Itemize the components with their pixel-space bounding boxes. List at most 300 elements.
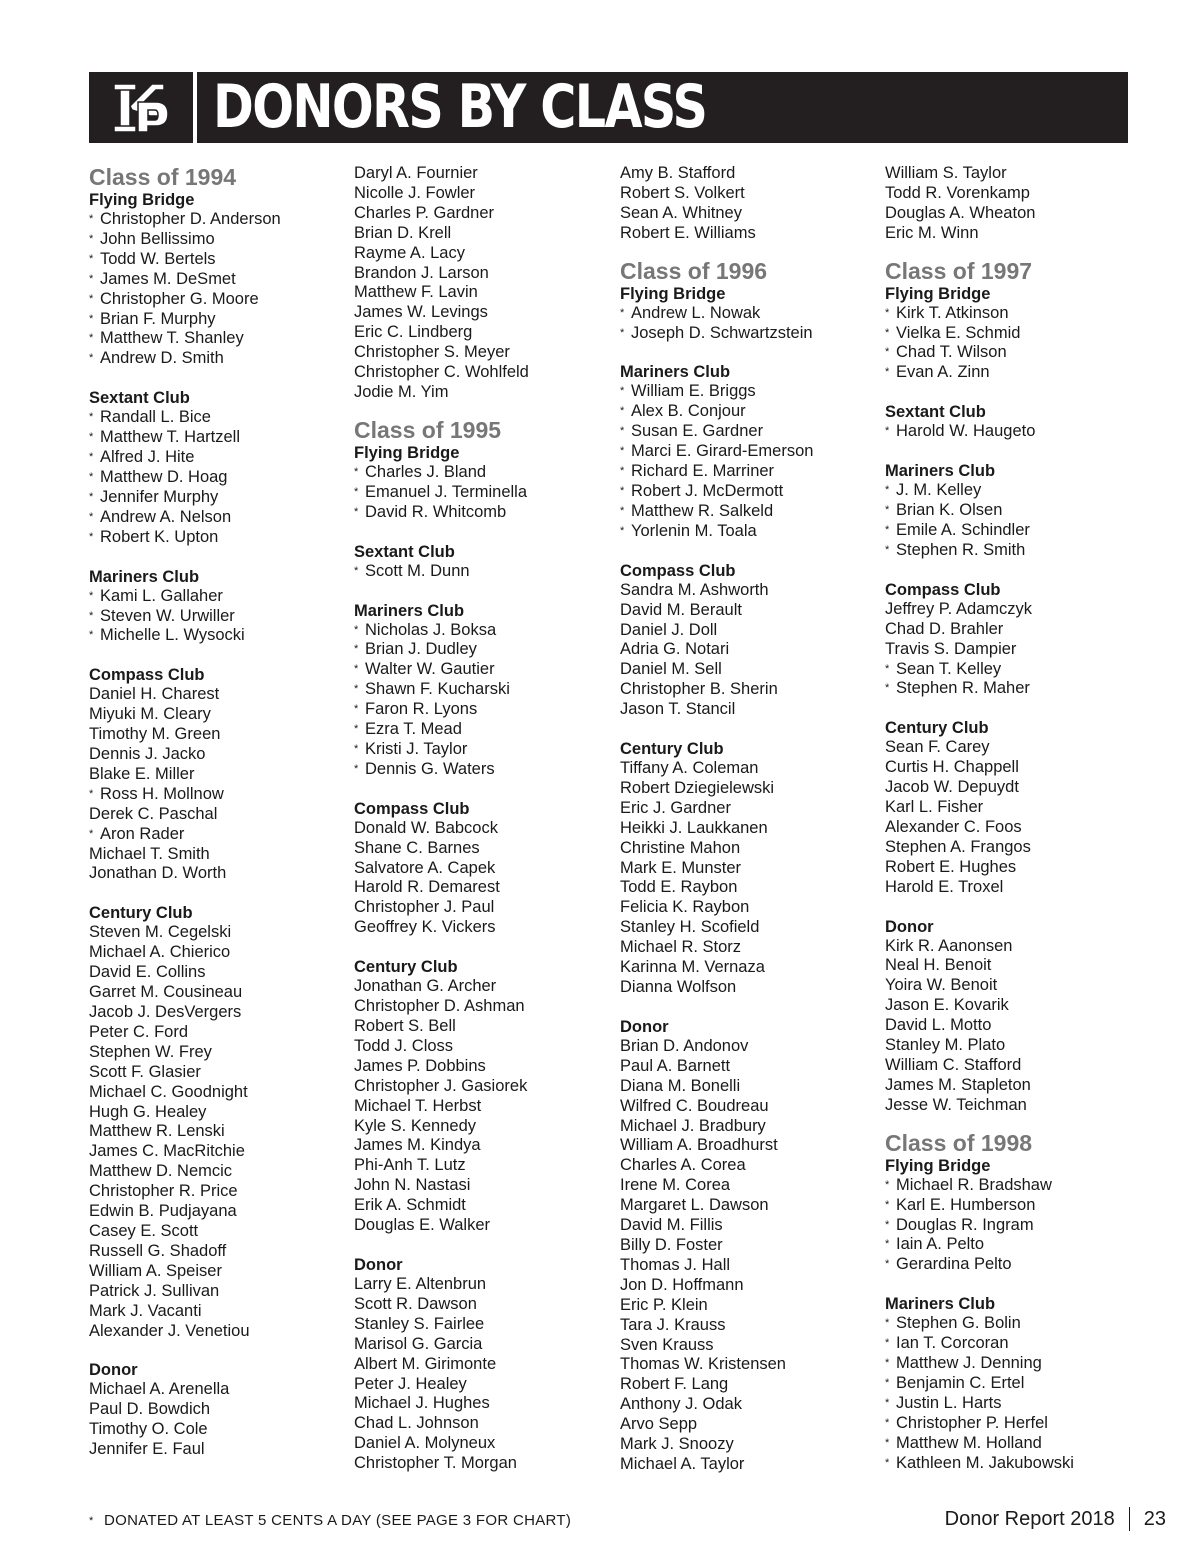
donor-name <box>89 1400 349 1420</box>
donor-name <box>354 343 614 363</box>
donor-name <box>885 778 1145 798</box>
giving-club-heading: Mariners Club <box>885 462 996 481</box>
donor-name <box>354 859 614 879</box>
donor-name-text: Stanley S. Fairlee <box>354 1314 485 1333</box>
donor-name <box>89 745 349 765</box>
donor-name <box>885 818 1145 838</box>
giving-club-heading: Century Club <box>620 740 724 759</box>
donor-name <box>89 1083 349 1103</box>
donor-name <box>620 422 880 442</box>
donor-name-text: Christopher S. Meyer <box>354 343 510 362</box>
donor-name-text: Michelle L. Wysocki <box>100 626 245 645</box>
donor-name <box>89 1440 349 1460</box>
donor-name-text: Garret M. Cousineau <box>89 983 243 1002</box>
star-icon: * <box>89 470 94 483</box>
star-icon: * <box>885 366 890 379</box>
donor-name-text: William A. Broadhurst <box>620 1136 778 1155</box>
donor-name-text: Dennis G. Waters <box>365 759 495 778</box>
giving-club-heading: Donor <box>885 917 934 936</box>
donor-name <box>354 898 614 918</box>
donor-name-text: Miyuki M. Cleary <box>89 705 211 724</box>
donor-name <box>885 1036 1145 1056</box>
donor-name <box>885 541 1145 561</box>
donor-name <box>620 1156 880 1176</box>
donor-name-text: Eric J. Gardner <box>620 798 731 817</box>
star-icon: * <box>620 445 625 458</box>
donor-name-text: Charles J. Bland <box>365 462 487 481</box>
donor-name-text: Michael T. Smith <box>89 844 210 863</box>
donor-name-text: Christopher D. Anderson <box>100 210 281 228</box>
donor-name <box>885 1334 1145 1354</box>
donor-name <box>354 283 614 303</box>
star-icon: * <box>620 326 625 339</box>
donor-name-text: Christine Mahon <box>620 838 741 857</box>
donor-name <box>620 958 880 978</box>
donor-name <box>89 1003 349 1023</box>
donor-name-text: Steven W. Urwiller <box>100 606 235 625</box>
donor-name-text: Michael C. Goodnight <box>89 1082 248 1101</box>
donor-name-text: Todd E. Raybon <box>620 878 738 897</box>
donor-name-text: Scott F. Glasier <box>89 1062 201 1081</box>
star-icon: * <box>354 742 359 755</box>
donor-name <box>89 983 349 1003</box>
donor-name-text: Stephen G. Bolin <box>896 1314 1021 1333</box>
donor-name <box>620 898 880 918</box>
donor-name <box>620 1037 880 1057</box>
class-year-heading: Class of 1995 <box>354 416 502 443</box>
donor-name <box>620 819 880 839</box>
donor-name <box>885 976 1145 996</box>
donor-name <box>885 224 1145 244</box>
donor-name <box>89 210 349 230</box>
giving-club-heading: Mariners Club <box>620 363 731 382</box>
donor-name <box>89 1262 349 1282</box>
star-icon: * <box>885 1416 890 1429</box>
donor-name <box>620 878 880 898</box>
donor-name-text: Phi-Anh T. Lutz <box>354 1156 466 1175</box>
donor-name-text: Robert E. Hughes <box>885 857 1017 876</box>
donor-name <box>620 1136 880 1156</box>
donor-name-text: Eric P. Klein <box>620 1295 708 1314</box>
donor-name <box>885 738 1145 758</box>
donor-name <box>354 184 614 204</box>
star-icon: * <box>354 623 359 636</box>
star-icon: * <box>885 425 890 438</box>
donor-name-text: Michael A. Taylor <box>620 1454 745 1473</box>
donor-name-text: Stephen R. Maher <box>896 679 1030 698</box>
donor-name-text: Thomas J. Hall <box>620 1255 731 1274</box>
donor-name <box>89 1162 349 1182</box>
donor-name-text: Casey E. Scott <box>89 1221 199 1240</box>
donor-name-text: Kami L. Gallaher <box>100 586 223 605</box>
donor-name-text: Dianna Wolfson <box>620 978 737 996</box>
donor-name-text: Adria G. Notari <box>620 640 730 659</box>
donor-name <box>620 680 880 700</box>
donor-name <box>620 1117 880 1137</box>
donor-name-text: Salvatore A. Capek <box>354 858 496 877</box>
star-icon: * <box>354 643 359 656</box>
donor-name-text: Douglas A. Wheaton <box>885 203 1036 222</box>
donor-name <box>620 382 880 402</box>
donor-name-text: Eric M. Winn <box>885 223 979 242</box>
donor-name <box>89 1242 349 1262</box>
donor-name-text: Iain A. Pelto <box>896 1235 985 1254</box>
donor-name <box>620 442 880 462</box>
donor-name-text: William C. Stafford <box>885 1056 1022 1074</box>
class-year-heading: Class of 1994 <box>89 164 237 190</box>
donor-name <box>89 468 349 488</box>
donor-name-text: Andrew D. Smith <box>100 349 224 368</box>
donor-name <box>354 760 614 780</box>
donor-name-text: Christopher T. Morgan <box>354 1454 517 1473</box>
donor-name-text: Patrick J. Sullivan <box>89 1281 220 1300</box>
donor-name-text: James M. DeSmet <box>100 269 236 288</box>
donor-column-1 <box>89 164 349 1460</box>
donor-name <box>89 508 349 528</box>
donor-name-text: Matthew D. Hoag <box>100 467 228 486</box>
donor-name <box>89 528 349 548</box>
donor-name <box>89 488 349 508</box>
donor-name <box>354 1017 614 1037</box>
donor-name-text: James C. MacRitchie <box>89 1142 245 1161</box>
donor-name-text: David M. Fillis <box>620 1216 723 1235</box>
donor-name-text: Matthew D. Nemcic <box>89 1162 233 1181</box>
star-icon: * <box>885 504 890 517</box>
donor-name-text: Nicholas J. Boksa <box>365 620 497 639</box>
star-icon: * <box>885 484 890 497</box>
donor-name <box>354 363 614 383</box>
donor-name <box>620 1256 880 1276</box>
donor-name <box>354 1414 614 1434</box>
donor-name <box>354 1434 614 1454</box>
donor-name-text: Eric C. Lindberg <box>354 323 473 342</box>
donor-name-text: Daniel M. Sell <box>620 660 722 679</box>
star-icon: * <box>354 663 359 676</box>
star-icon: * <box>89 629 94 642</box>
donor-name <box>354 463 614 483</box>
donor-name <box>620 918 880 938</box>
donor-name-text: Sean F. Carey <box>885 738 990 757</box>
giving-club-heading: Flying Bridge <box>885 284 991 303</box>
donor-name <box>89 329 349 349</box>
donor-name-text: Scott M. Dunn <box>365 561 470 580</box>
donor-name <box>89 230 349 250</box>
giving-club-heading: Mariners Club <box>354 601 465 620</box>
donor-name <box>89 1063 349 1083</box>
donor-name-text: Michael A. Chierico <box>89 943 231 962</box>
donor-name-text: Matthew R. Salkeld <box>631 501 774 520</box>
donor-name-text: Jason T. Stancil <box>620 700 736 719</box>
donor-name <box>620 164 880 184</box>
giving-club-heading: Century Club <box>89 904 193 923</box>
donor-name <box>89 923 349 943</box>
donor-name <box>354 700 614 720</box>
donor-name <box>354 1156 614 1176</box>
donor-name <box>620 1336 880 1356</box>
donor-name-text: Tara J. Krauss <box>620 1315 726 1334</box>
giving-club-heading: Flying Bridge <box>89 191 195 209</box>
donor-name-text: Margaret L. Dawson <box>620 1196 769 1215</box>
donor-name-text: Jon D. Hoffmann <box>620 1275 744 1294</box>
star-icon: * <box>354 485 359 498</box>
donor-name <box>885 1454 1145 1474</box>
donor-name-text: David L. Motto <box>885 1016 992 1035</box>
donor-name <box>620 700 880 720</box>
donor-name <box>354 977 614 997</box>
donor-name <box>885 858 1145 878</box>
donor-name-text: Todd W. Bertels <box>100 249 216 268</box>
star-icon: * <box>620 504 625 517</box>
star-icon: * <box>620 385 625 398</box>
donor-name-text: Michael R. Storz <box>620 938 742 957</box>
star-icon: * <box>89 827 94 840</box>
donor-name-text: Russell G. Shadoff <box>89 1241 227 1260</box>
donor-name <box>89 1122 349 1142</box>
donor-name <box>885 798 1145 818</box>
star-icon: * <box>620 306 625 319</box>
donor-name-text: Ian T. Corcoran <box>896 1334 1009 1353</box>
donor-name <box>885 422 1145 442</box>
donor-name-text: Matthew T. Hartzell <box>100 428 240 447</box>
donor-name-text: Todd J. Closs <box>354 1036 454 1055</box>
donor-column-2 <box>354 164 614 1474</box>
donor-name <box>885 1314 1145 1334</box>
donor-name-text: Michael J. Hughes <box>354 1394 490 1413</box>
donor-name <box>885 956 1145 976</box>
donor-name-text: Jeffrey P. Adamczyk <box>885 599 1033 618</box>
donor-name-text: David M. Berault <box>620 600 742 619</box>
donor-name-text: John Bellissimo <box>100 229 215 248</box>
star-icon: * <box>89 312 94 325</box>
class-year-heading: Class of 1997 <box>885 257 1033 284</box>
donor-name <box>885 838 1145 858</box>
donor-name <box>620 601 880 621</box>
donor-name-text: Walter W. Gautier <box>365 660 495 679</box>
donor-name <box>89 1202 349 1222</box>
donor-name <box>89 587 349 607</box>
giving-club-heading: Mariners Club <box>885 1295 996 1314</box>
star-icon: * <box>354 564 359 577</box>
donor-name-text: Stephen W. Frey <box>89 1042 212 1061</box>
donor-name-text: Matthew J. Denning <box>896 1354 1042 1373</box>
donor-name <box>885 1096 1145 1116</box>
donor-name-text: Rayme A. Lacy <box>354 243 465 262</box>
donor-name-text: Jacob W. Depuydt <box>885 778 1019 797</box>
star-icon: * <box>885 1337 890 1350</box>
donor-name <box>885 996 1145 1016</box>
donor-name <box>620 1276 880 1296</box>
giving-club-heading: Donor <box>620 1017 669 1036</box>
donor-name-text: David E. Collins <box>89 963 206 982</box>
donor-name <box>354 997 614 1017</box>
donor-name <box>89 1222 349 1242</box>
donor-name-text: Marci E. Girard-Emerson <box>631 442 814 461</box>
donor-name-text: Anthony J. Odak <box>620 1395 742 1414</box>
page-number: 23 <box>1143 1507 1166 1530</box>
donor-name <box>620 224 880 244</box>
donor-name <box>620 1296 880 1316</box>
donor-name <box>354 1216 614 1236</box>
star-icon: * <box>89 490 94 503</box>
star-icon: * <box>885 662 890 675</box>
donor-name-text: Chad T. Wilson <box>896 343 1007 362</box>
donor-name <box>89 864 349 884</box>
donor-name <box>620 1097 880 1117</box>
donor-name-text: Douglas E. Walker <box>354 1216 491 1235</box>
star-icon: * <box>885 682 890 695</box>
kp-logo-icon <box>110 80 172 136</box>
donor-name-text: Michael R. Bradshaw <box>896 1175 1052 1194</box>
star-icon: * <box>89 451 94 464</box>
donor-name-text: Jacob J. DesVergers <box>89 1003 242 1021</box>
donor-name-text: Travis S. Dampier <box>885 639 1017 658</box>
donor-name-text: Matthew R. Lenski <box>89 1122 225 1141</box>
donor-name <box>89 1103 349 1123</box>
donor-name <box>620 839 880 859</box>
star-icon: * <box>885 523 890 536</box>
donor-name <box>885 679 1145 699</box>
donor-name <box>354 660 614 680</box>
donor-name-text: Robert Dziegielewski <box>620 778 775 797</box>
donor-name <box>89 1023 349 1043</box>
donor-name <box>354 164 614 184</box>
donor-name-text: Paul D. Bowdich <box>89 1400 211 1419</box>
donor-name <box>354 1136 614 1156</box>
donor-name-text: Robert F. Lang <box>620 1375 729 1394</box>
donor-name <box>354 503 614 523</box>
donor-name-text: Stanley H. Scofield <box>620 918 760 937</box>
donor-name-text: Chad D. Brahler <box>885 619 1004 638</box>
donor-name-text: Kirk R. Aanonsen <box>885 936 1013 955</box>
donor-name <box>89 805 349 825</box>
donor-name-text: Kirk T. Atkinson <box>896 303 1009 322</box>
donor-name-text: Christopher C. Wohlfeld <box>354 363 529 382</box>
donor-name <box>885 521 1145 541</box>
donor-name-text: James W. Levings <box>354 303 488 322</box>
donor-name <box>885 1414 1145 1434</box>
donor-name <box>620 1375 880 1395</box>
star-icon: * <box>89 292 94 305</box>
giving-club-heading: Sextant Club <box>354 542 455 561</box>
donor-name <box>620 304 880 324</box>
donor-name-text: Alexander C. Foos <box>885 817 1022 836</box>
donor-name <box>89 1322 349 1342</box>
donor-name <box>354 323 614 343</box>
donor-name <box>354 918 614 938</box>
donor-name-text: Derek C. Paschal <box>89 804 218 823</box>
donor-name <box>885 758 1145 778</box>
giving-club-heading: Century Club <box>885 719 989 738</box>
donor-name-text: Mark E. Munster <box>620 858 742 877</box>
donor-name <box>354 878 614 898</box>
donor-name-text: Felicia K. Raybon <box>620 898 750 917</box>
star-icon: * <box>885 1436 890 1449</box>
donor-name-text: Brian F. Murphy <box>100 309 216 328</box>
donor-name <box>620 1455 880 1475</box>
giving-club-heading: Flying Bridge <box>885 1156 991 1175</box>
donor-name <box>89 725 349 745</box>
donor-name-text: Michael T. Herbst <box>354 1096 482 1115</box>
donor-name-text: Sandra M. Ashworth <box>620 580 769 599</box>
donor-name <box>885 660 1145 680</box>
donor-name <box>885 204 1145 224</box>
donor-name <box>620 324 880 344</box>
donor-name-text: Faron R. Lyons <box>365 700 478 719</box>
donor-name-text: William S. Taylor <box>885 164 1007 182</box>
donor-name <box>620 581 880 601</box>
donor-name-text: Jennifer E. Faul <box>89 1440 205 1459</box>
donor-name-text: John N. Nastasi <box>354 1176 471 1195</box>
donor-name-text: Justin L. Harts <box>896 1393 1002 1412</box>
donor-name <box>89 310 349 330</box>
star-icon: * <box>620 524 625 537</box>
donor-name-text: James P. Dobbins <box>354 1056 486 1075</box>
donor-name-text: Karinna M. Vernaza <box>620 958 765 977</box>
donor-name <box>885 164 1145 184</box>
donor-name <box>620 402 880 422</box>
donor-name <box>620 859 880 879</box>
donor-name-text: Yorlenin M. Toala <box>631 521 757 540</box>
donor-name-text: Nicolle J. Fowler <box>354 183 476 202</box>
donor-name <box>89 1043 349 1063</box>
donor-name-text: Stanley M. Plato <box>885 1036 1006 1055</box>
footnote <box>89 1512 571 1529</box>
donor-name-text: William E. Briggs <box>631 382 756 401</box>
donor-name-text: Emanuel J. Terminella <box>365 482 528 501</box>
donor-name-text: Shane C. Barnes <box>354 838 480 857</box>
giving-club-heading: Flying Bridge <box>620 284 726 303</box>
donor-name <box>885 1354 1145 1374</box>
donor-name-text: Curtis H. Chappell <box>885 758 1019 777</box>
donor-name-text: Jonathan G. Archer <box>354 977 497 996</box>
donor-name <box>354 819 614 839</box>
donor-name-text: Yoira W. Benoit <box>885 976 998 995</box>
donor-name-text: Evan A. Zinn <box>896 363 990 382</box>
donor-name <box>354 264 614 284</box>
donor-name-text: Kathleen M. Jakubowski <box>896 1453 1074 1472</box>
giving-club-heading: Compass Club <box>620 561 736 580</box>
donor-name-text: Christopher R. Price <box>89 1182 238 1201</box>
donor-name <box>620 1077 880 1097</box>
star-icon: * <box>885 1238 890 1251</box>
donor-name-text: J. M. Kelley <box>896 481 982 500</box>
donor-name-text: Michael J. Bradbury <box>620 1116 766 1135</box>
donor-name-text: Brian D. Krell <box>354 223 452 242</box>
donor-name <box>885 1235 1145 1255</box>
donor-name <box>354 680 614 700</box>
donor-name-text: Alexander J. Venetiou <box>89 1321 250 1340</box>
donor-name-text: Randall L. Bice <box>100 408 211 427</box>
donor-name <box>354 640 614 660</box>
donor-name <box>885 324 1145 344</box>
donor-name <box>620 502 880 522</box>
footnote-text: DONATED AT LEAST 5 CENTS A DAY (SEE PAGE 3 FOR CHART) <box>104 1512 572 1529</box>
donor-name-text: Scott R. Dawson <box>354 1294 477 1313</box>
donor-name-text: Benjamin C. Ertel <box>896 1373 1025 1392</box>
donor-name <box>89 963 349 983</box>
donor-name-text: Erik A. Schmidt <box>354 1196 466 1215</box>
star-icon: * <box>89 589 94 602</box>
header-banner <box>89 72 1128 143</box>
giving-club-heading: Flying Bridge <box>354 443 460 462</box>
donor-name <box>885 304 1145 324</box>
donor-name-text: Arvo Sepp <box>620 1415 698 1434</box>
donor-name <box>885 1176 1145 1196</box>
donor-name-text: Chad L. Johnson <box>354 1414 479 1433</box>
donor-name-text: Robert J. McDermott <box>631 481 784 500</box>
donor-name-text: Sean T. Kelley <box>896 659 1002 678</box>
donor-name <box>89 943 349 963</box>
